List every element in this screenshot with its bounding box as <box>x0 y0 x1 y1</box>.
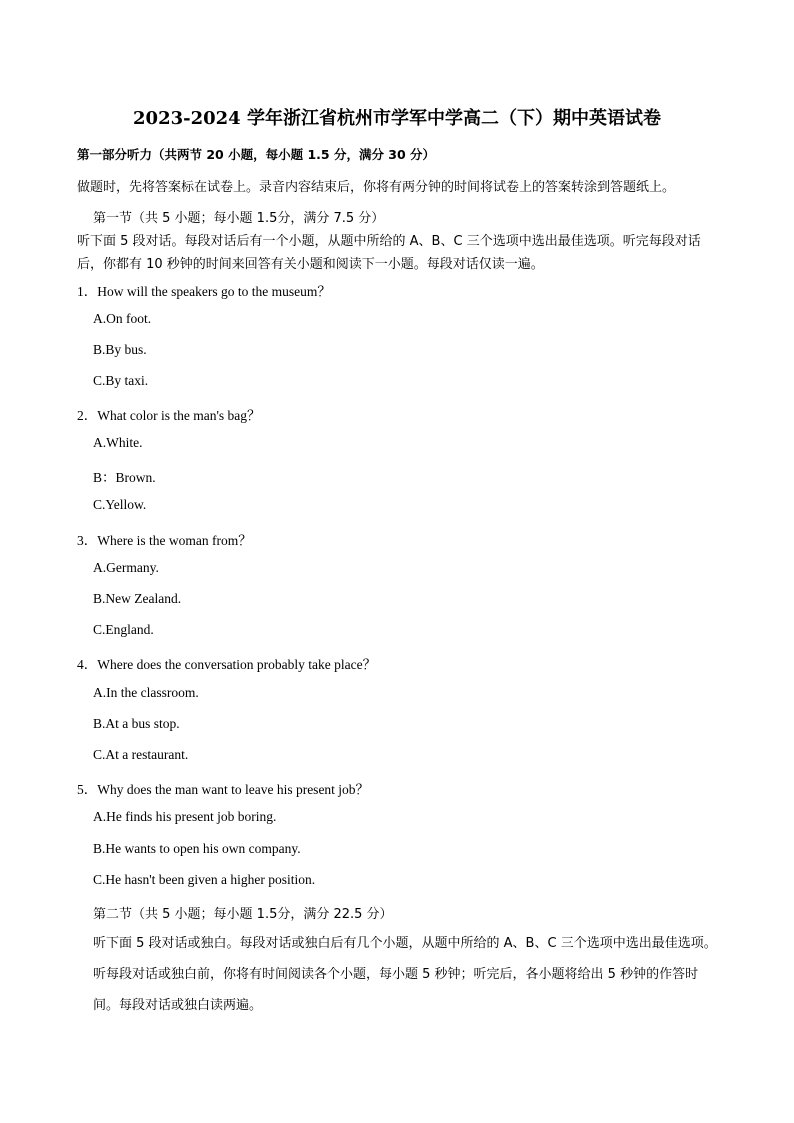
question-3-option-a: A.Germany. <box>93 560 159 575</box>
section1-instruction: 听下面 5 段对话。每段对话后有一个小题，从题中所给的 A、B、C 三个选项中选出最佳选项。听完每段对话后，你都有 10 秒钟的时间来回答有关小题和阅读下一小题。每段对话仅读一遍。 <box>77 234 701 272</box>
question-4-option-a: A.In the classroom. <box>93 685 199 700</box>
section2-instruction: 听下面 5 段对话或独白。每段对话或独白后有几个小题，从题中所给的 A、B、C 三个选项中选出最佳选项。听每段对话或独白前，你将有时间阅读各个小题，每小题 5 秒钟；听完后，各小题将给出 5 秒钟的作答时间。每段对话或独白读两遍。 <box>93 936 717 1013</box>
page-title: 2023-2024 学年浙江省杭州市学军中学高二（下）期中英语试卷 <box>133 108 661 129</box>
question-1-option-a: A.On foot. <box>93 311 152 326</box>
question-3-stem: 3．Where is the woman from？ <box>77 533 252 548</box>
question-4-option-b: B.At a bus stop. <box>93 716 180 731</box>
question-4-option-c: C.At a restaurant. <box>93 747 189 762</box>
question-3-option-b: B.New Zealand. <box>93 591 182 606</box>
question-5-option-b: B.He wants to open his own company. <box>93 841 301 856</box>
question-5-option-c: C.He hasn't been given a higher position. <box>93 872 316 887</box>
question-2-option-a: A.White. <box>93 435 143 450</box>
question-2-stem: 2．What color is the man's bag？ <box>77 408 261 423</box>
question-2-option-c: C.Yellow. <box>93 497 147 512</box>
question-4-stem: 4．Where does the conversation probably take place？ <box>77 657 377 672</box>
question-1-option-b: B.By bus. <box>93 342 147 357</box>
question-1-option-c: C.By taxi. <box>93 373 149 388</box>
section2-heading: 第二节（共 5 小题；每小题 1.5分，满分 22.5 分） <box>93 907 393 922</box>
question-5-option-a: A.He finds his present job boring. <box>93 809 277 824</box>
question-5-stem: 5．Why does the man want to leave his present job？ <box>77 782 370 797</box>
part1-instruction: 做题时，先将答案标在试卷上。录音内容结束后，你将有两分钟的时间将试卷上的答案转涂到答题纸上。 <box>77 180 676 195</box>
question-2-option-b: B：Brown. <box>93 470 156 485</box>
question-1-stem: 1．How will the speakers go to the museum？ <box>77 284 331 299</box>
part1-heading: 第一部分听力（共两节 20 小题，每小题 1.5 分，满分 30 分） <box>77 147 436 162</box>
question-3-option-c: C.England. <box>93 622 154 637</box>
section1-heading: 第一节（共 5 小题；每小题 1.5分，满分 7.5 分） <box>93 211 385 226</box>
